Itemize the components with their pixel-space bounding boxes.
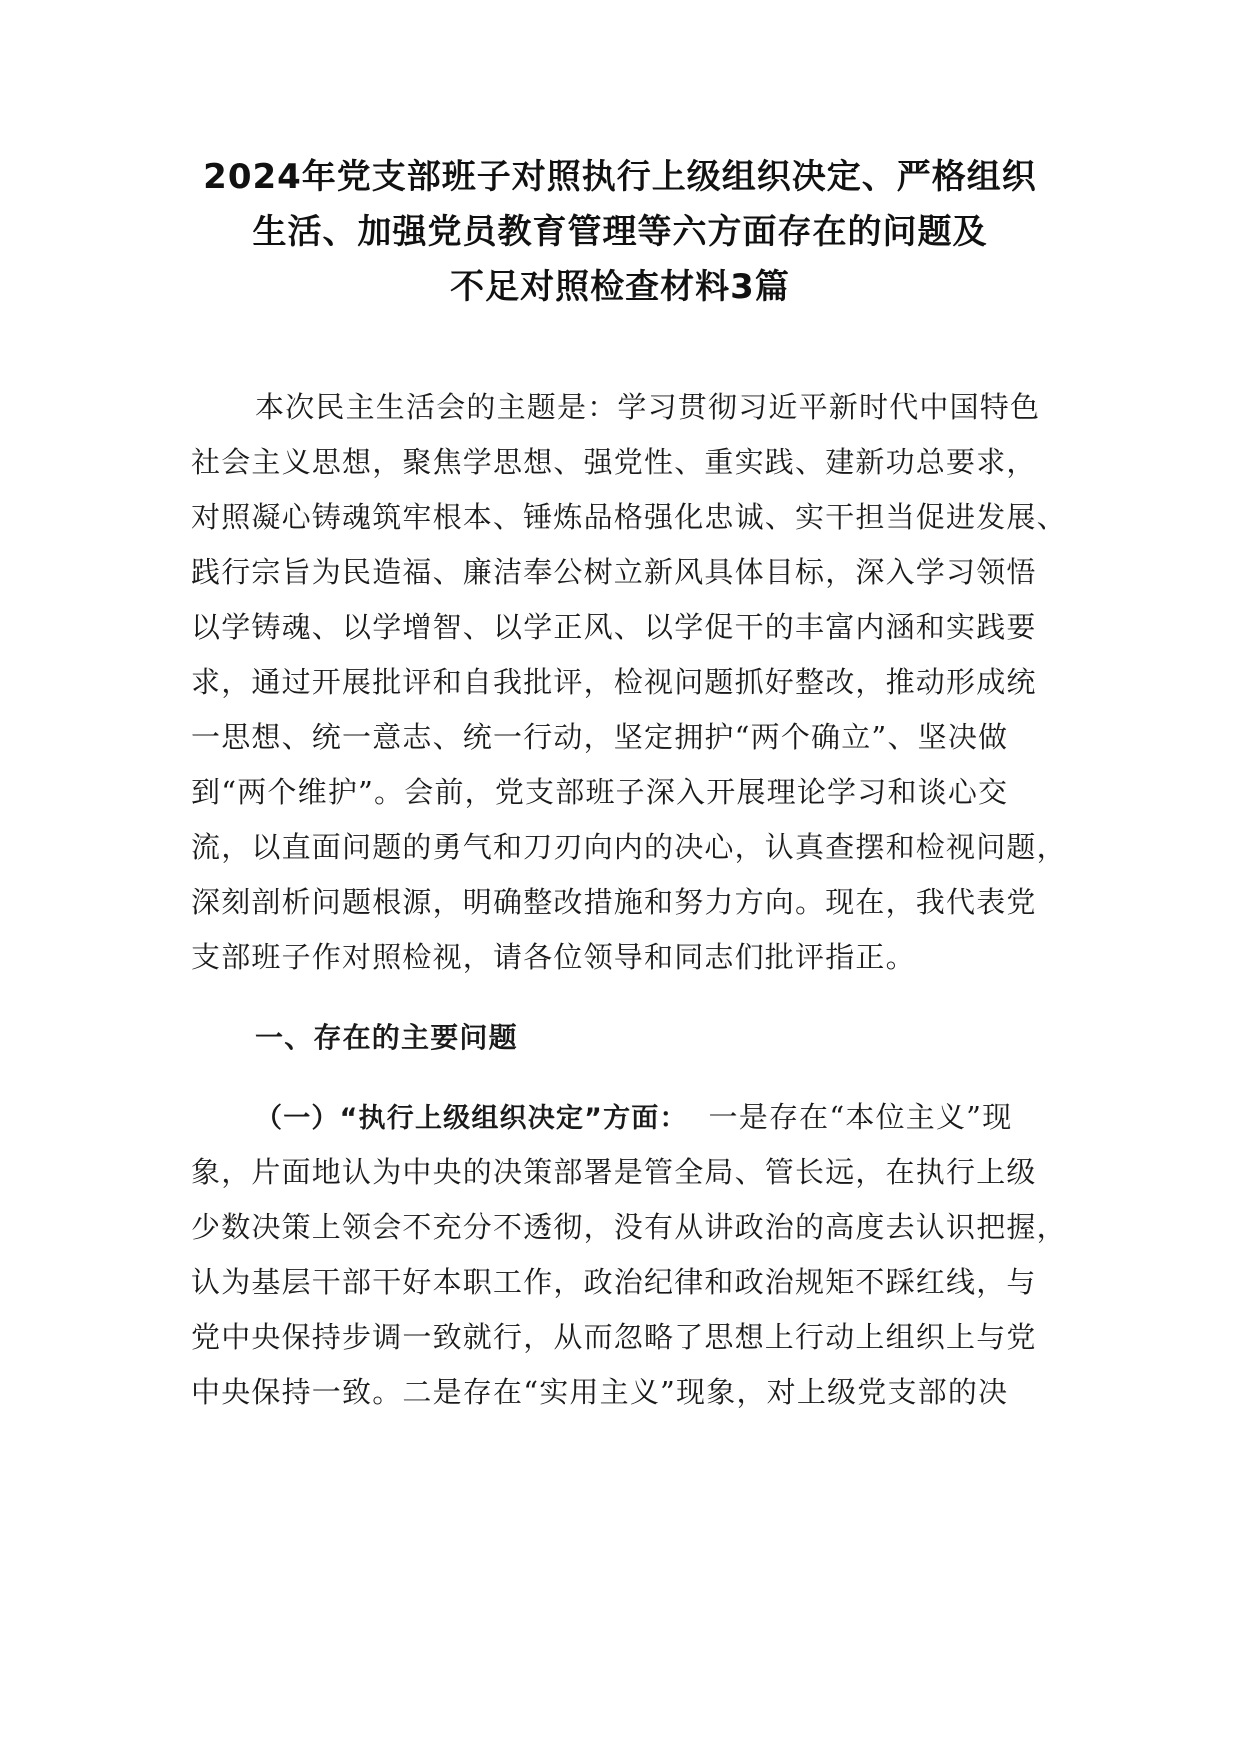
- section-paragraph: [191, 1090, 1067, 1420]
- paragraph-line: 以学铸魂、以学增智、以学正风、以学促干的丰富内涵和实践要: [191, 610, 1037, 644]
- paragraph-line: 对照凝心铸魂筑牢根本、锤炼品格强化忠诚、实干担当促进发展、: [191, 500, 1067, 534]
- paragraph-line: 少数决策上领会不充分不透彻，没有从讲政治的高度去认识把握，: [191, 1210, 1067, 1244]
- title-line: 不足对照检查材料3篇: [450, 267, 790, 307]
- paragraph-line: 一思想、统一意志、统一行动，坚定拥护“两个确立”、坚决做: [191, 720, 1009, 754]
- paragraph-line: 本次民主生活会的主题是：学习贯彻习近平新时代中国特色: [255, 390, 1041, 424]
- paragraph-line: 党中央保持步调一致就行，从而忽略了思想上行动上组织上与党: [191, 1320, 1037, 1354]
- section-heading: 一、存在的主要问题: [255, 1021, 518, 1054]
- paragraph-line: 社会主义思想，聚焦学思想、强党性、重实践、建新功总要求，: [191, 445, 1037, 479]
- paragraph-line: 到“两个维护”。会前，党支部班子深入开展理论学习和谈心交: [191, 775, 1009, 809]
- paragraph-line: 支部班子作对照检视，请各位领导和同志们批评指正。: [191, 940, 916, 974]
- subsection-label: （一）“执行上级组织决定”方面：: [255, 1103, 688, 1134]
- intro-paragraph: [191, 380, 1067, 985]
- title-line: 2024年党支部班子对照执行上级组织决定、严格组织: [203, 157, 1037, 197]
- paragraph-line: [191, 1090, 1049, 1145]
- document-title: [150, 150, 1090, 315]
- paragraph-line: 流，以直面问题的勇气和刀刃向内的决心，认真查摆和检视问题，: [191, 830, 1067, 864]
- paragraph-line: 象，片面地认为中央的决策部署是管全局、管长远，在执行上级: [191, 1155, 1037, 1189]
- spacer: [191, 985, 1049, 1010]
- paragraph-line: 认为基层干部干好本职工作，政治纪律和政治规矩不踩红线，与: [191, 1265, 1037, 1299]
- paragraph-line: 求，通过开展批评和自我批评，检视问题抓好整改，推动形成统: [191, 665, 1037, 699]
- paragraph-line: 践行宗旨为民造福、廉洁奉公树立新风具体目标，深入学习领悟: [191, 555, 1037, 589]
- paragraph-line: 深刻剖析问题根源，明确整改措施和努力方向。现在，我代表党: [191, 885, 1037, 919]
- title-line: 生活、加强党员教育管理等六方面存在的问题及: [252, 212, 988, 252]
- paragraph-text: 一是存在“本位主义”现: [708, 1100, 1013, 1134]
- paragraph-line: 中央保持一致。二是存在“实用主义”现象，对上级党支部的决: [191, 1375, 1009, 1409]
- document-body: [191, 380, 1067, 1420]
- spacer: [191, 1065, 1049, 1090]
